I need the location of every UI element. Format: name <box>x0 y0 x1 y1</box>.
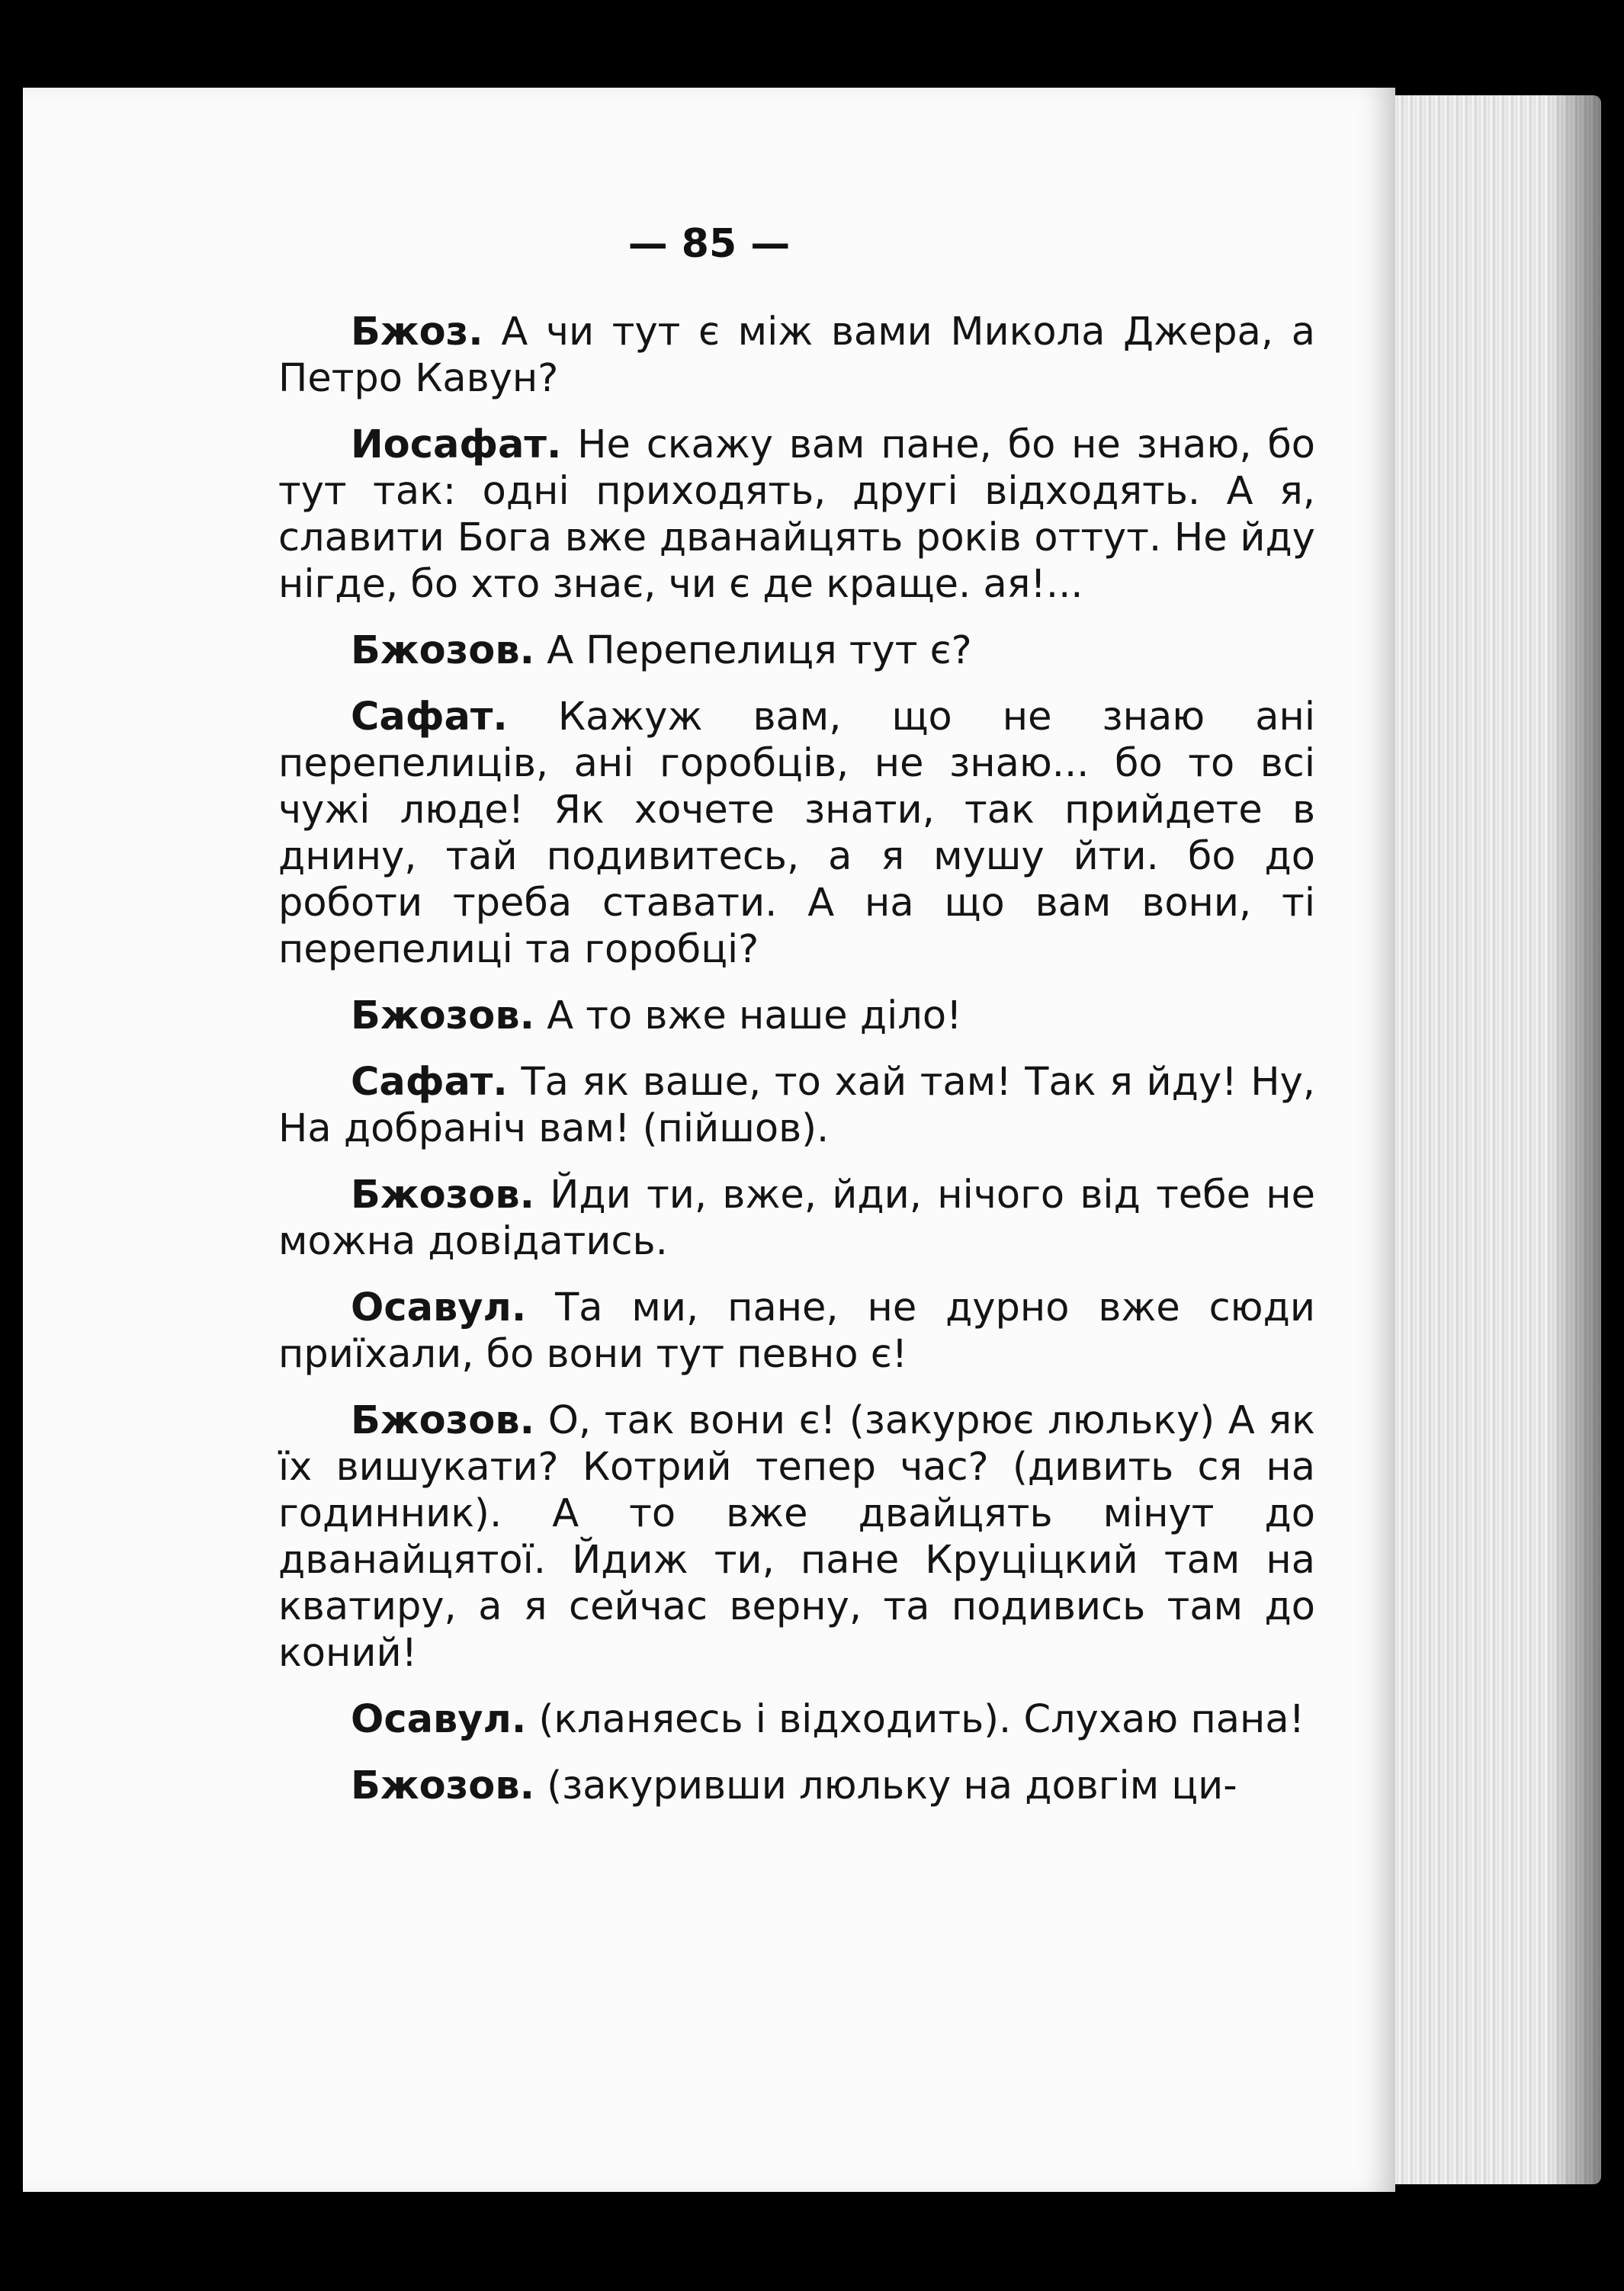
speaker-name: Осавул. <box>351 1697 527 1742</box>
book-page <box>23 88 1395 2192</box>
dialogue-paragraph <box>278 1397 1315 1677</box>
dialogue-text: (кланяесь і відходить). Слухаю пана! <box>538 1697 1305 1742</box>
dialogue-paragraph <box>278 1696 1315 1743</box>
dialogue-paragraph <box>278 1285 1315 1378</box>
dialogue-paragraph <box>278 993 1315 1039</box>
speaker-name: Бжозов. <box>351 1173 534 1218</box>
speaker-name: Сафат. <box>351 1060 508 1105</box>
dialogue-paragraph <box>278 309 1315 402</box>
speaker-name: Иосафат. <box>351 422 562 467</box>
dialogue-paragraph <box>278 1172 1315 1265</box>
book <box>23 88 1578 2192</box>
page-number: — 85 — <box>627 221 791 267</box>
page-text <box>278 309 1315 1829</box>
dialogue-paragraph <box>278 422 1315 608</box>
dialogue-paragraph <box>278 1059 1315 1152</box>
speaker-name: Бжозов. <box>351 993 534 1038</box>
dialogue-text: Та ми, пане, не дурно вже сюди приїхали, бо вони тут певно є! <box>278 1285 1315 1377</box>
speaker-name: Бжозов. <box>351 1398 534 1443</box>
dialogue-text: Не скажу вам пане, бо не знаю, бо тут так: одні приходять, другі відходять. А я, славити Бога вже дванайцять років оттут. Не йду нігде, бо хто знає, чи є де краще. ая!... <box>278 422 1315 607</box>
dialogue-text: А чи тут є між вами Микола Джера, а Петро Кавун? <box>278 310 1315 401</box>
dialogue-text: О, так вони є! (закурює люльку) А як їх вишукати? Котрий тепер час? (дивить ся на годинник). А то вже двайцять мінут до дванайцятої. Йдиж ти, пане Круціцкий там на кватиру, а я сейчас верну, та подивись там до коний! <box>278 1398 1315 1676</box>
dialogue-text: А то вже наше діло! <box>547 993 962 1038</box>
dialogue-text: А Перепелиця тут є? <box>547 628 972 673</box>
page-edge-shadow <box>1548 95 1601 2184</box>
dialogue-paragraph <box>278 694 1315 973</box>
dialogue-text: (закуривши люльку на довгім ци- <box>547 1763 1237 1808</box>
dialogue-text: Йди ти, вже, йди, нічого від тебе не можна довідатись. <box>278 1173 1315 1264</box>
dialogue-paragraph <box>278 627 1315 674</box>
dialogue-text: Кажуж вам, що не знаю ані перепелиців, ані горобців, не знаю... бо то всі чужі люде! Як хочете знати, так прийдете в днину, тай подивитесь, а я мушу йти. бо до роботи треба ставати. А на що вам вони, ті перепелиці та горобці? <box>278 695 1315 972</box>
speaker-name: Бжозов. <box>351 1763 534 1808</box>
speaker-name: Осавул. <box>351 1285 527 1330</box>
speaker-name: Сафат. <box>351 695 508 740</box>
dialogue-text: Та як ваше, то хай там! Так я йду! Ну, На добраніч вам! (пійшов). <box>278 1060 1315 1151</box>
dialogue-paragraph <box>278 1763 1315 1809</box>
speaker-name: Бжоз. <box>351 310 483 355</box>
speaker-name: Бжозов. <box>351 628 534 673</box>
